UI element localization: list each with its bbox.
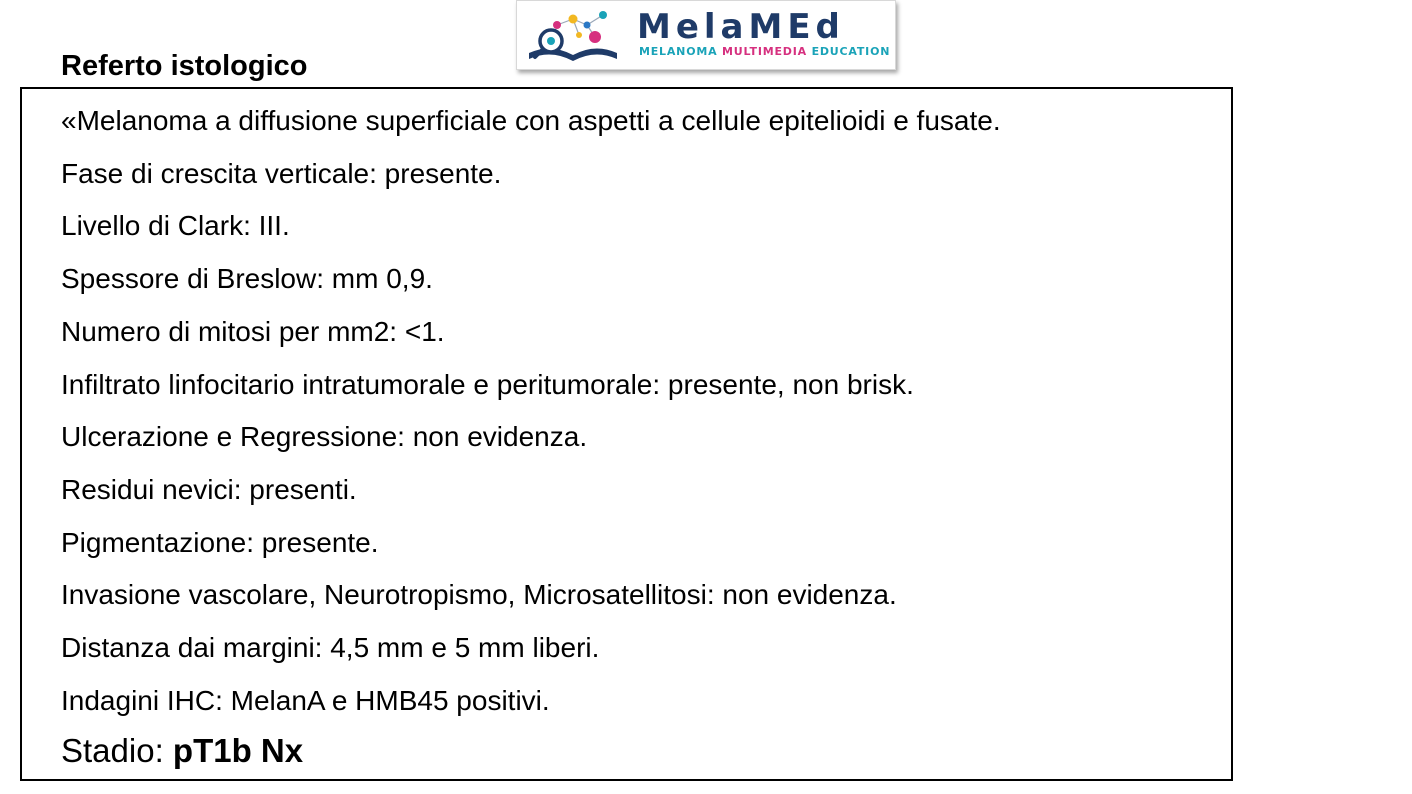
tagline-middle: MULTIMEDIA — [722, 45, 807, 58]
logo-tagline — [639, 45, 890, 59]
stage-value: pT1b Nx — [172, 732, 304, 769]
stage-line — [61, 729, 303, 773]
report-line: Spessore di Breslow: mm 0,9. — [61, 263, 433, 295]
melamed-logo — [516, 0, 896, 70]
report-line: Infiltrato linfocitario intratumorale e peritumorale: presente, non brisk. — [61, 368, 914, 400]
report-line: Residui nevici: presenti. — [61, 473, 357, 505]
stage-label: Stadio: — [61, 732, 164, 769]
tagline-prefix: MELANOMA — [639, 45, 718, 58]
report-box — [20, 87, 1233, 781]
tagline-suffix: EDUCATION — [811, 45, 891, 58]
report-line: Livello di Clark: III. — [61, 210, 290, 242]
report-line: Numero di mitosi per mm2: <1. — [61, 315, 445, 347]
page-title: Referto istologico — [61, 50, 308, 82]
report-line: Invasione vascolare, Neurotropismo, Microsatellitosi: non evidenza. — [61, 579, 897, 611]
report-line: Fase di crescita verticale: presente. — [61, 157, 502, 189]
report-line: Ulcerazione e Regressione: non evidenza. — [61, 421, 588, 453]
report-line: «Melanoma a diffusione superficiale con aspetti a cellule epitelioidi e fusate. — [61, 105, 1001, 136]
report-line: Indagini IHC: MelanA e HMB45 positivi. — [61, 684, 550, 716]
magnifier-book-icon — [521, 5, 631, 67]
report-lines — [61, 95, 1001, 727]
report-line: Distanza dai margini: 4,5 mm e 5 mm liberi. — [61, 632, 600, 664]
logo-brand: MelaMEd — [637, 7, 845, 47]
report-line: Pigmentazione: presente. — [61, 526, 379, 558]
